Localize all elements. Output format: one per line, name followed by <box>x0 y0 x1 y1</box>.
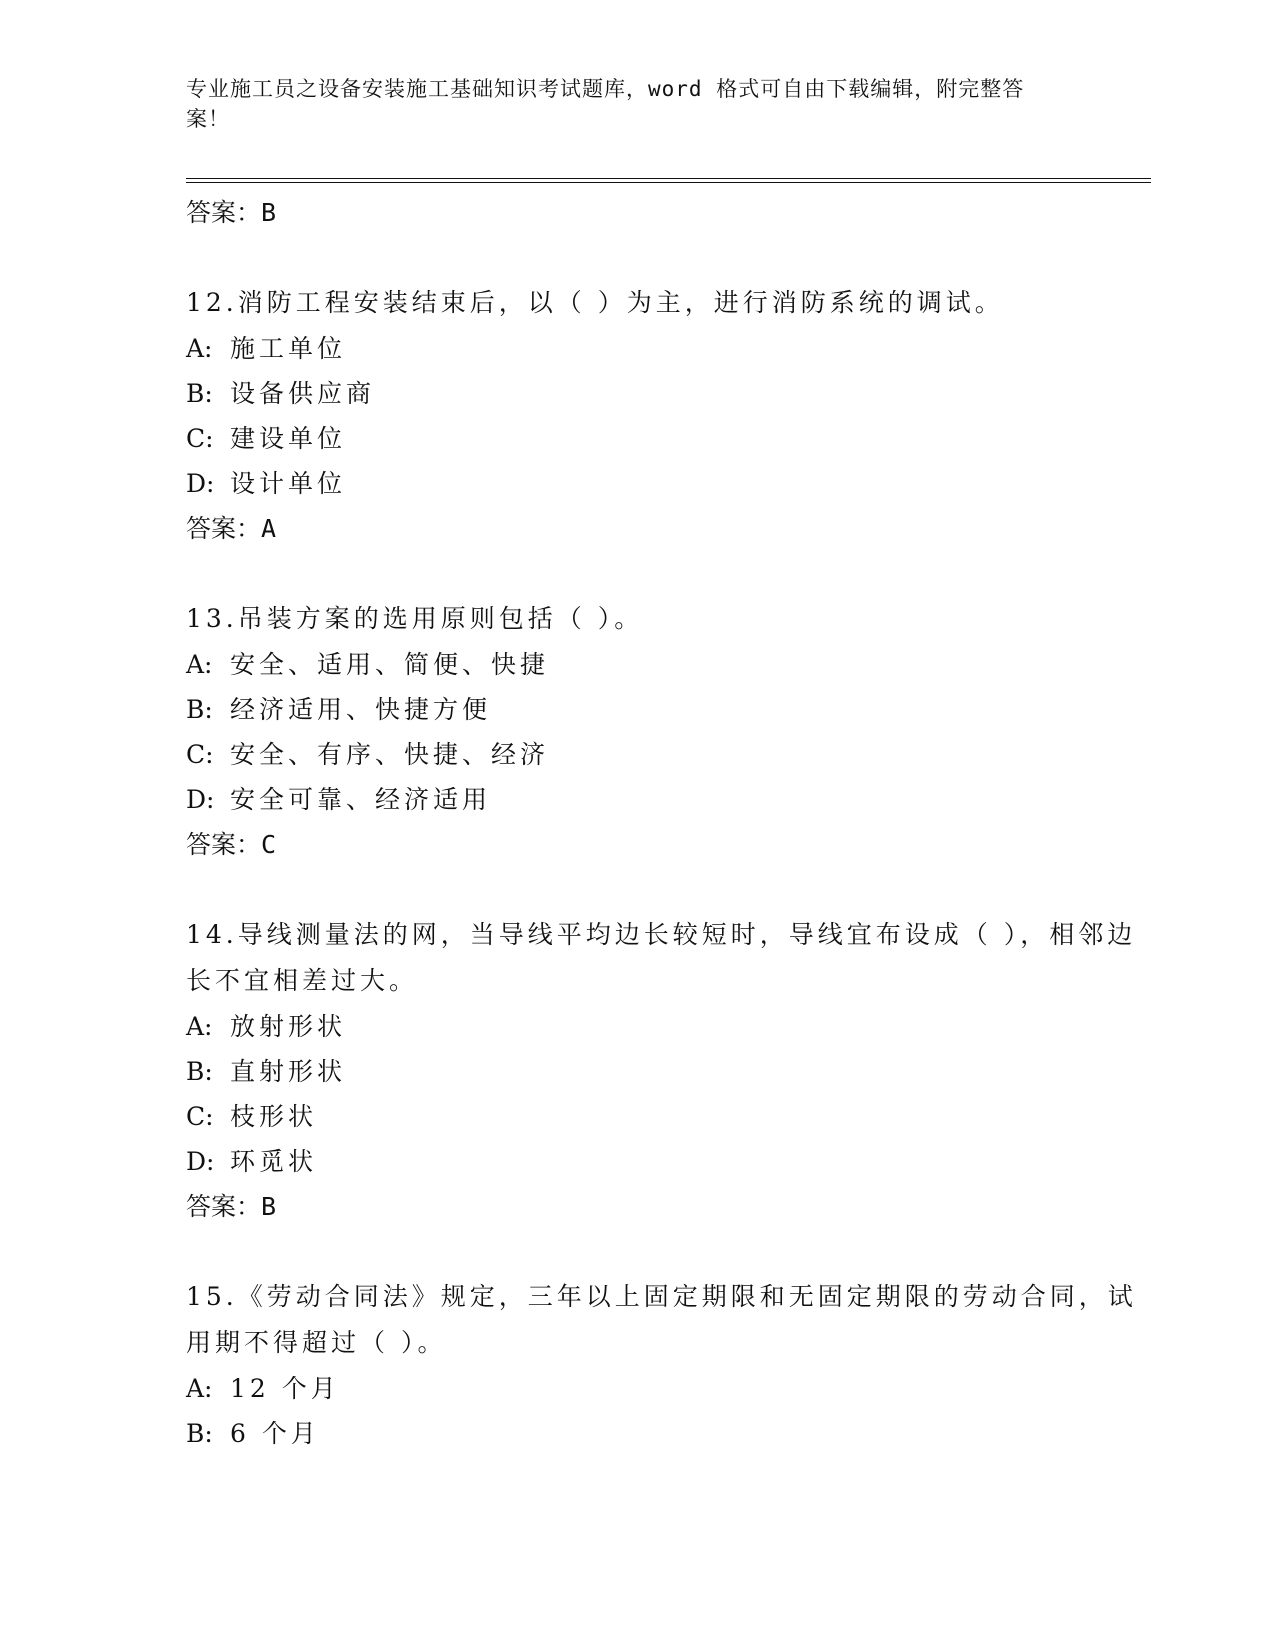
option-c <box>186 1094 1146 1139</box>
question-13 <box>186 596 1146 868</box>
option-text: 施工单位 <box>230 334 347 363</box>
option-letter: C: <box>186 740 214 769</box>
header-rule-bottom <box>186 182 1151 183</box>
option-b <box>186 687 1146 732</box>
question-stem: 14.导线测量法的网，当导线平均边长较短时，导线宜布设成（ ），相邻边长不宜相差过大。 <box>186 920 1137 995</box>
option-a <box>186 1366 1146 1411</box>
question-stem: 13.吊装方案的选用原则包括（ ）。 <box>186 604 644 633</box>
option-text: 经济适用、快捷方便 <box>230 695 492 724</box>
question-answer: 答案：B <box>186 1192 277 1221</box>
option-a <box>186 326 1146 371</box>
option-text: 安全可靠、经济适用 <box>230 785 492 814</box>
option-d <box>186 777 1146 822</box>
option-d <box>186 461 1146 506</box>
option-text: 安全、适用、简便、快捷 <box>230 650 550 679</box>
option-d <box>186 1139 1146 1184</box>
question-list <box>186 190 1146 1456</box>
option-letter: A: <box>186 334 213 363</box>
option-c <box>186 416 1146 461</box>
option-text: 直射形状 <box>230 1057 347 1086</box>
question-12 <box>186 280 1146 552</box>
option-letter: D: <box>186 785 215 814</box>
option-letter: C: <box>186 1102 214 1131</box>
option-letter: B: <box>186 1419 213 1448</box>
option-letter: D: <box>186 1147 215 1176</box>
question-answer: 答案：A <box>186 514 277 543</box>
option-letter: B: <box>186 695 213 724</box>
option-text: 安全、有序、快捷、经济 <box>230 740 550 769</box>
option-letter: A: <box>186 650 213 679</box>
header-rule-top <box>186 178 1151 179</box>
option-letter: B: <box>186 379 213 408</box>
option-text: 12 个月 <box>230 1374 340 1403</box>
option-letter: A: <box>186 1374 213 1403</box>
question-stem: 15.《劳动合同法》规定，三年以上固定期限和无固定期限的劳动合同，试用期不得超过（ ）。 <box>186 1282 1137 1357</box>
option-text: 6 个月 <box>230 1419 320 1448</box>
option-a <box>186 642 1146 687</box>
option-text: 环觅状 <box>230 1147 318 1176</box>
option-letter: A: <box>186 1012 213 1041</box>
option-text: 设备供应商 <box>230 379 376 408</box>
option-text: 放射形状 <box>230 1012 347 1041</box>
previous-answer: 答案：B <box>186 198 277 227</box>
option-text: 设计单位 <box>230 469 347 498</box>
option-letter: D: <box>186 469 215 498</box>
option-b <box>186 1049 1146 1094</box>
option-b <box>186 371 1146 416</box>
option-c <box>186 732 1146 777</box>
option-a <box>186 1004 1146 1049</box>
option-text: 枝形状 <box>230 1102 318 1131</box>
question-14 <box>186 912 1146 1230</box>
option-letter: B: <box>186 1057 213 1086</box>
question-stem: 12.消防工程安装结束后，以（ ）为主，进行消防系统的调试。 <box>186 288 1004 317</box>
option-text: 建设单位 <box>230 424 347 453</box>
question-15 <box>186 1274 1146 1456</box>
option-b <box>186 1411 1146 1456</box>
document-header: 专业施工员之设备安装施工基础知识考试题库，word 格式可自由下载编辑，附完整答案！ <box>186 77 1025 131</box>
option-letter: C: <box>186 424 214 453</box>
question-answer: 答案：C <box>186 830 277 859</box>
